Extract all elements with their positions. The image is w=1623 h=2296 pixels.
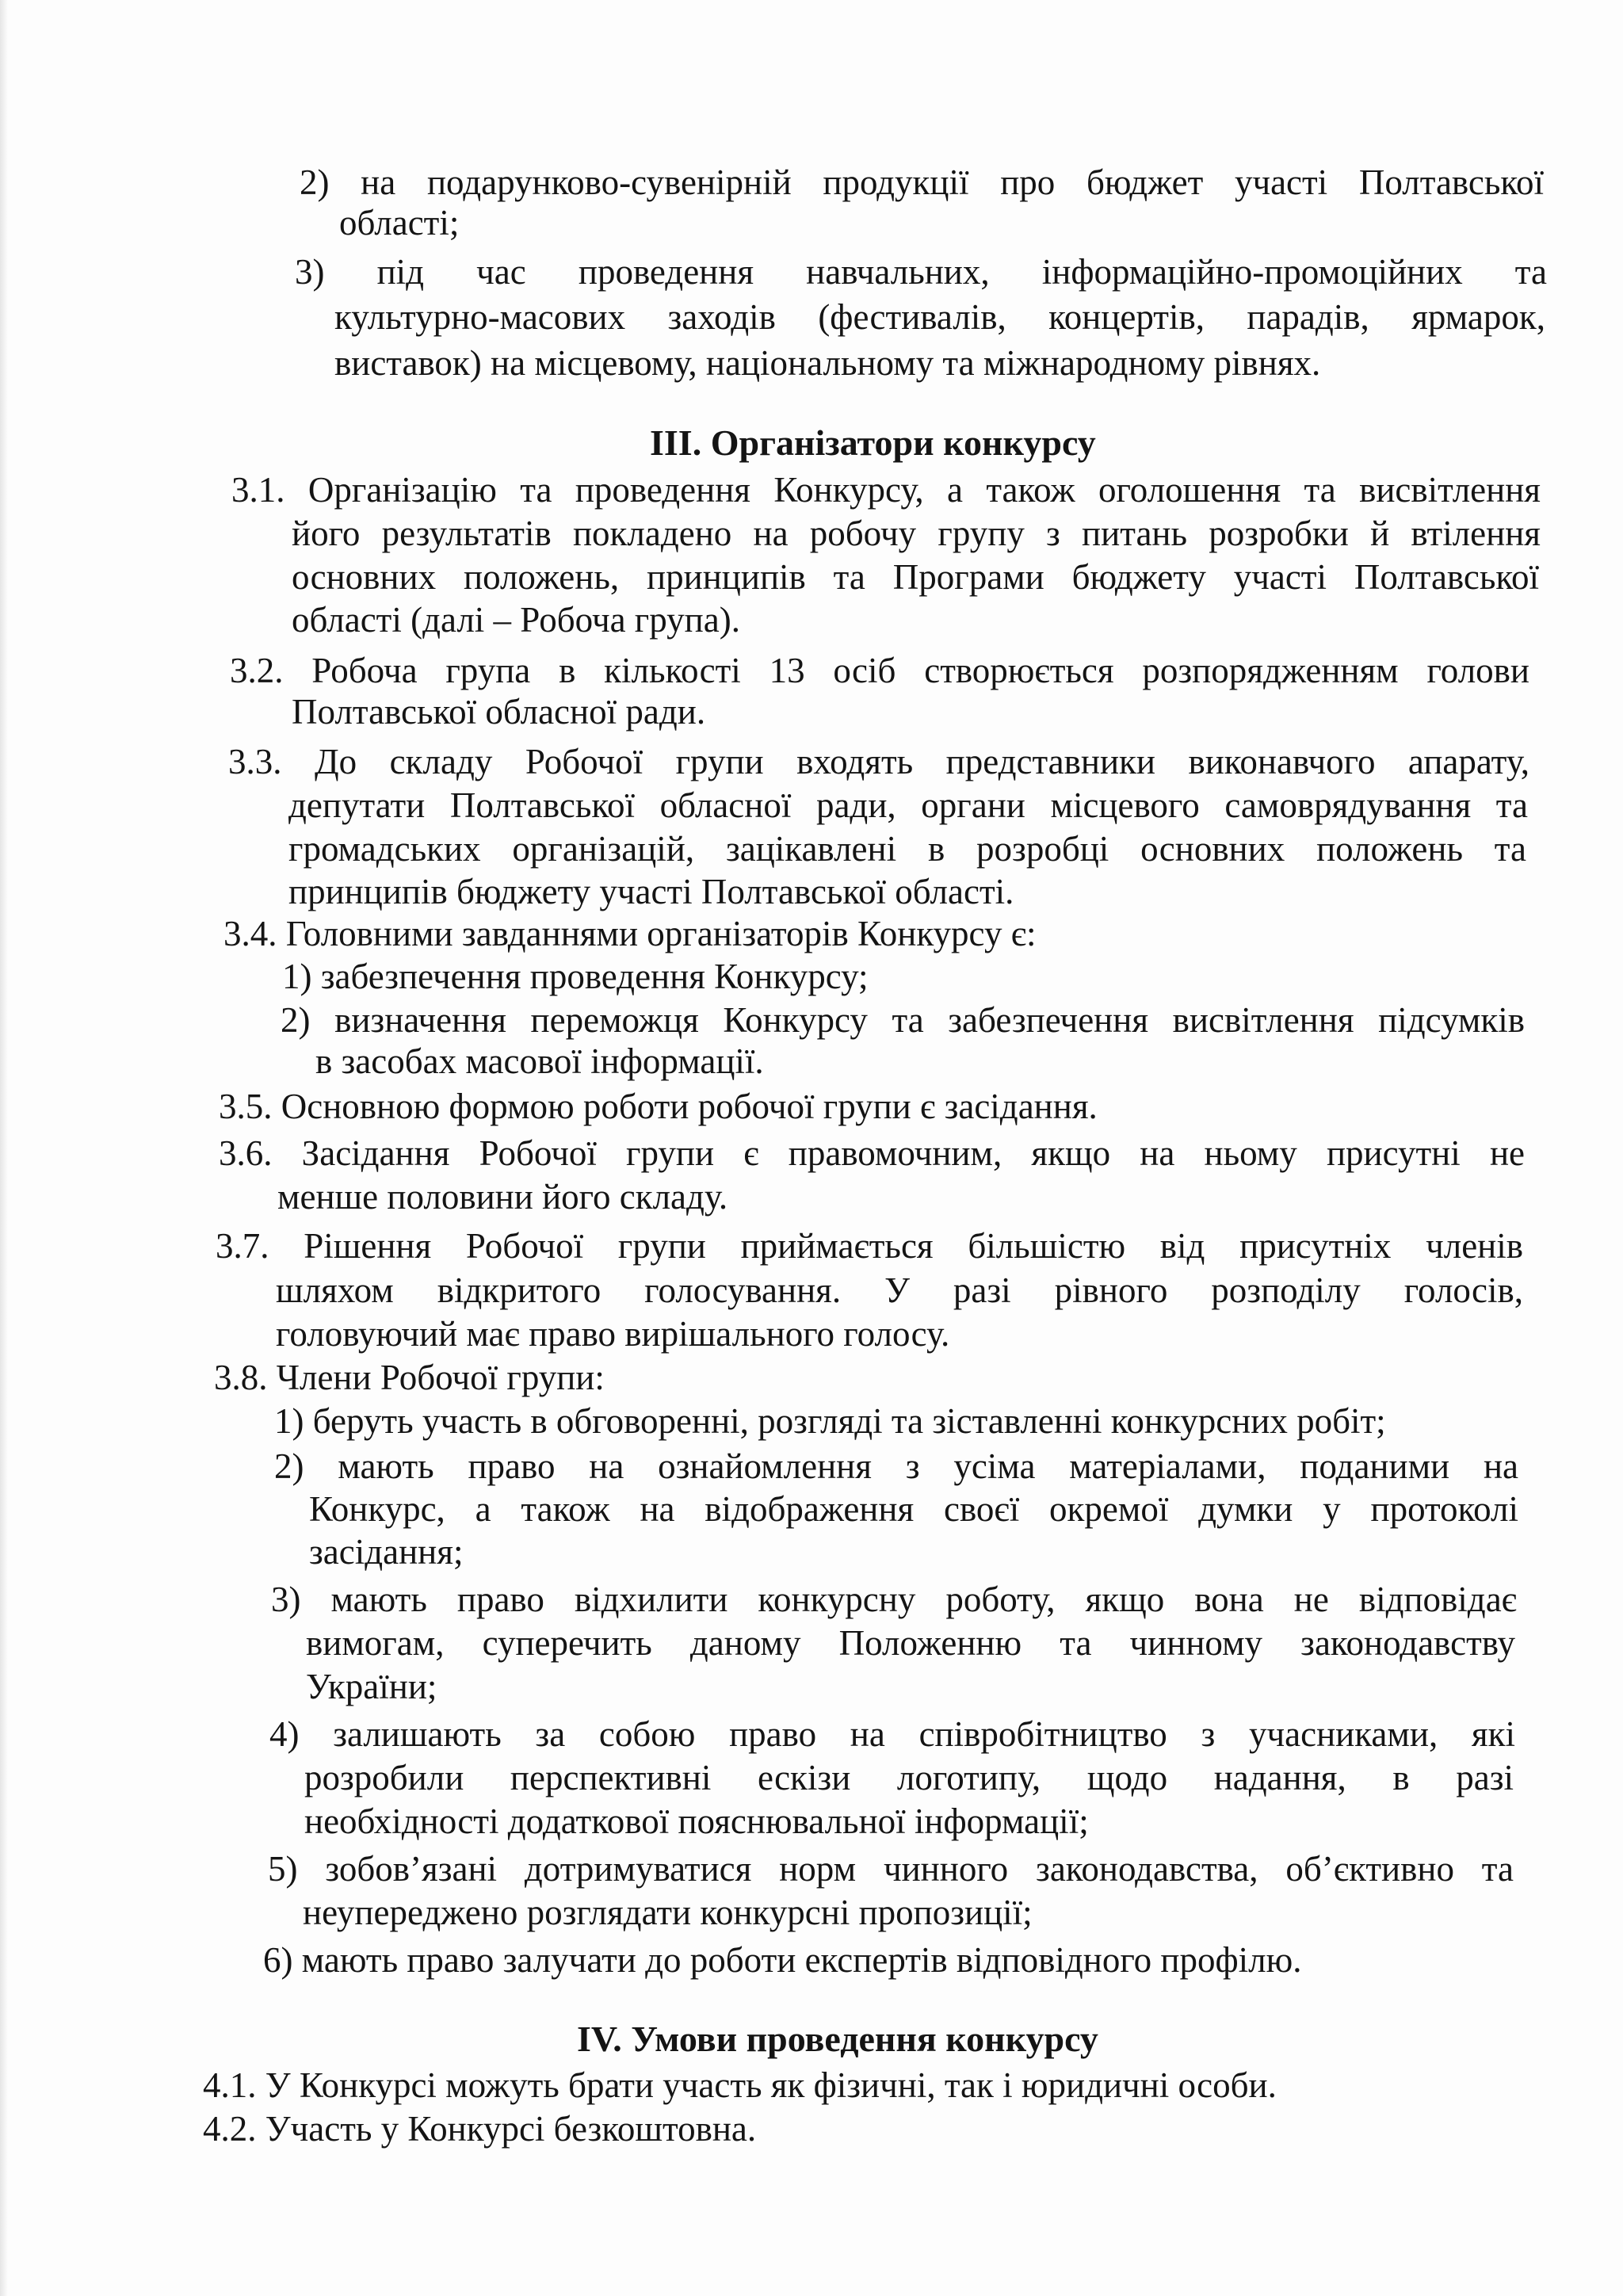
p3-3-line-1: 3.3. До складу Робочої групи входять представники виконавчого апарату, xyxy=(228,742,1529,781)
p4-1-line: 4.1. У Конкурсі можуть брати участь як фізичні, так і юридичні особи. xyxy=(203,2065,1277,2105)
p3-8-item-3-line-2: вимогам, суперечить даному Положенню та чинному законодавству xyxy=(306,1623,1515,1663)
item-3-line-2: культурно-масових заходів (фестивалів, концертів, парадів, ярмарок, xyxy=(334,297,1545,337)
item-3-line-1: 3) під час проведення навчальних, інформаційно-промоційних та xyxy=(295,252,1547,292)
scan-shadow-edge xyxy=(0,0,8,2296)
p4-2-line: 4.2. Участь у Конкурсі безкоштовна. xyxy=(203,2109,757,2149)
p3-8-item-6: 6) мають право залучати до роботи експертів відповідного профілю. xyxy=(263,1940,1302,1980)
p3-7-line-3: головуючий має право вирішального голосу. xyxy=(276,1314,950,1354)
item-3-line-3: виставок) на місцевому, національному та міжнародному рівнях. xyxy=(334,343,1321,383)
p3-7-line-2: шляхом відкритого голосування. У разі рівного розподілу голосів, xyxy=(276,1270,1523,1310)
p3-1-line-4: області (далі – Робоча група). xyxy=(292,600,740,640)
p3-8-item-2-line-3: засідання; xyxy=(309,1532,464,1572)
p3-4-line: 3.4. Головними завданнями організаторів Конкурсу є: xyxy=(223,914,1037,953)
p3-4-item-2-line-1: 2) визначення переможця Конкурсу та забезпечення висвітлення підсумків xyxy=(281,1000,1525,1040)
p3-1-line-3: основних положень, принципів та Програми бюджету участі Полтавської xyxy=(292,557,1539,597)
item-2-line-1: 2) на подарунково-сувенірній продукції про бюджет участі Полтавської xyxy=(300,162,1544,202)
p3-8-item-4-line-1: 4) залишають за собою право на співробітництво з учасниками, які xyxy=(269,1714,1515,1754)
p3-4-item-2-line-2: в засобах масової інформації. xyxy=(315,1041,764,1081)
p3-8-item-2-line-2: Конкурс, а також на відображення своєї окремої думки у протоколі xyxy=(309,1489,1518,1529)
p3-6-line-1: 3.6. Засідання Робочої групи є правомочним, якщо на ньому присутні не xyxy=(219,1133,1525,1173)
p3-2-line-2: Полтавської обласної ради. xyxy=(292,692,706,732)
section-4-heading: IV. Умови проведення конкурсу xyxy=(577,2019,1098,2059)
p3-5-line: 3.5. Основною формою роботи робочої групи є засідання. xyxy=(219,1087,1098,1126)
p3-6-line-2: менше половини його складу. xyxy=(277,1177,728,1217)
p3-3-line-2: депутати Полтавської обласної ради, органи місцевого самоврядування та xyxy=(288,785,1528,825)
p3-8-item-5-line-2: неупереджено розглядати конкурсні пропозиції; xyxy=(303,1893,1033,1932)
p3-1-line-2: його результатів покладено на робочу групу з питань розробки й втілення xyxy=(292,514,1541,553)
p3-3-line-4: принципів бюджету участі Полтавської області. xyxy=(288,872,1014,911)
p3-8-item-3-line-1: 3) мають право відхилити конкурсну роботу, якщо вона не відповідає xyxy=(271,1580,1517,1619)
p3-8-item-5-line-1: 5) зобов’язані дотримуватися норм чинного законодавства, об’єктивно та xyxy=(268,1849,1514,1889)
p3-8-item-3-line-3: України; xyxy=(306,1667,437,1706)
p3-4-item-1: 1) забезпечення проведення Конкурсу; xyxy=(282,957,869,996)
p3-3-line-3: громадських організацій, зацікавлені в розробці основних положень та xyxy=(288,829,1526,869)
section-3-heading: ІІІ. Організатори конкурсу xyxy=(650,422,1096,463)
p3-8-item-4-line-3: необхідності додаткової пояснювальної інформації; xyxy=(304,1801,1089,1841)
p3-8-item-2-line-1: 2) мають право на ознайомлення з усіма матеріалами, поданими на xyxy=(274,1446,1518,1486)
p3-1-line-1: 3.1. Організацію та проведення Конкурсу, а також оголошення та висвітлення xyxy=(231,470,1541,510)
p3-8-line: 3.8. Члени Робочої групи: xyxy=(214,1358,605,1397)
item-2-line-2: області; xyxy=(339,203,460,243)
p3-2-line-1: 3.2. Робоча група в кількості 13 осіб створюється розпорядженням голови xyxy=(230,651,1529,690)
p3-7-line-1: 3.7. Рішення Робочої групи приймається більшістю від присутніх членів xyxy=(216,1226,1523,1266)
p3-8-item-4-line-2: розробили перспективні ескізи логотипу, щодо надання, в разі xyxy=(304,1758,1514,1797)
p3-8-item-1: 1) беруть участь в обговоренні, розгляді та зіставленні конкурсних робіт; xyxy=(274,1401,1386,1441)
